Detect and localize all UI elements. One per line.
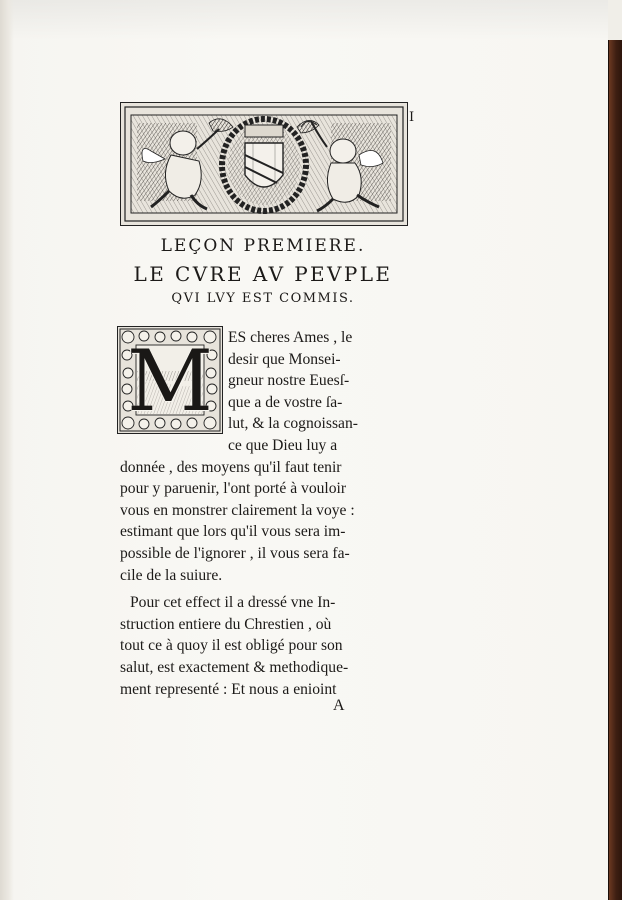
text-line: desir que Monsei- bbox=[228, 350, 341, 368]
lesson-subtitle-line2: QVI LVY EST COMMIS. bbox=[171, 291, 355, 306]
book-binding-edge bbox=[608, 40, 622, 900]
body-text bbox=[120, 327, 404, 700]
drop-cap-letter: M bbox=[126, 332, 213, 430]
text-line: que a de vostre ſa- bbox=[228, 393, 343, 411]
lesson-subtitle: LE CVRE AV PEVPLE bbox=[133, 262, 393, 286]
text-line: estimant que lors qu'il vous sera im- bbox=[120, 523, 346, 541]
catchword-signature: A bbox=[333, 697, 345, 714]
page-left-edge bbox=[0, 0, 14, 900]
text-line: tout ce à quoy il est obligé pour son bbox=[120, 637, 343, 655]
text-line: lut, & la cognoissan- bbox=[228, 415, 358, 433]
text-line: ce que Dieu luy a bbox=[228, 436, 338, 454]
text-line: donnée , des moyens qu'il faut tenir bbox=[120, 458, 342, 476]
page-top-shadow bbox=[0, 0, 608, 40]
headpiece-illustration-icon bbox=[121, 103, 407, 225]
folio-number: I bbox=[409, 110, 416, 125]
text-line: ES cheres Ames , le bbox=[228, 329, 353, 346]
text-line: gneur nostre Euesſ- bbox=[228, 372, 350, 390]
text-line: struction entiere du Chrestien , où bbox=[120, 615, 332, 633]
text-line: possible de l'ignorer , il vous sera fa- bbox=[120, 544, 350, 562]
text-line: cile de la suiure. bbox=[120, 566, 223, 584]
engraved-headpiece bbox=[120, 102, 408, 226]
text-line: vous en monstrer clairement la voye : bbox=[120, 501, 355, 519]
text-line: pour y paruenir, l'ont porté à vouloir bbox=[120, 480, 347, 498]
binding-top bbox=[608, 0, 622, 40]
text-line: ment representé : Et nous a enioint bbox=[120, 680, 337, 698]
text-line: Pour cet effect il a dressé vne In- bbox=[130, 594, 336, 612]
lesson-title: LEÇON PREMIERE. bbox=[160, 236, 366, 256]
text-line: salut, est exactement & methodique- bbox=[120, 658, 349, 676]
